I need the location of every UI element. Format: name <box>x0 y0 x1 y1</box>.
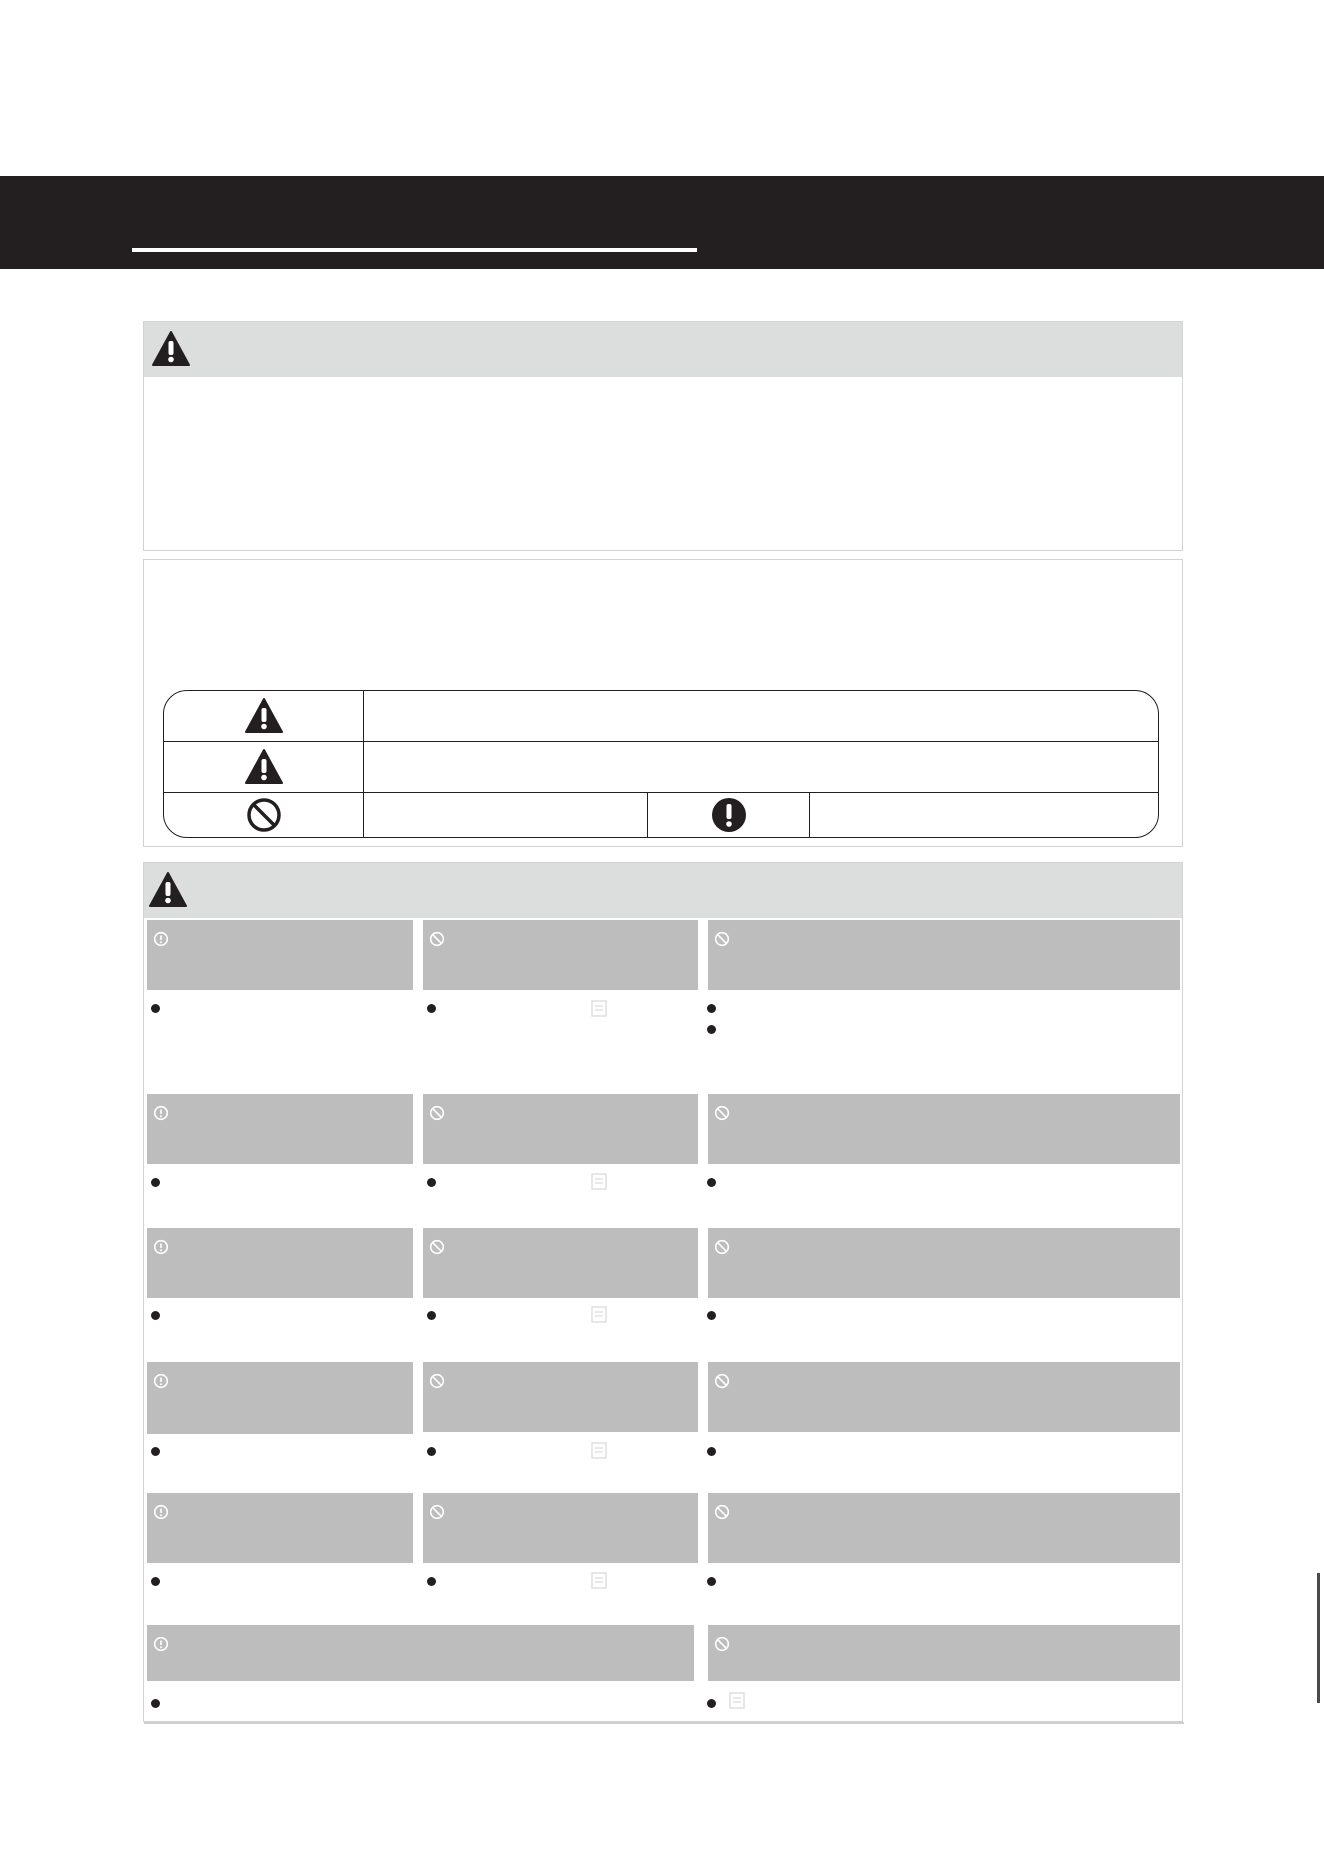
prohibited-small-icon <box>714 1504 730 1520</box>
caution-small-icon <box>153 1373 169 1389</box>
placeholder-glyph <box>728 1690 746 1710</box>
list-bullet <box>427 1311 436 1320</box>
prohibited-small-icon <box>429 1239 445 1255</box>
bottom-rule <box>144 1722 1184 1724</box>
precaution-cell-header <box>147 1094 413 1164</box>
page-edge-mark <box>1317 1573 1320 1703</box>
warning-triangle-icon <box>244 697 284 735</box>
caution-small-icon <box>153 1105 169 1121</box>
precaution-cell-header <box>147 1493 413 1563</box>
list-bullet <box>427 1447 436 1456</box>
precaution-cell-header <box>708 1362 1180 1432</box>
prohibited-small-icon <box>429 1105 445 1121</box>
caution-triangle-icon <box>244 748 284 786</box>
list-bullet <box>151 1311 160 1320</box>
list-bullet <box>707 1447 716 1456</box>
list-bullet <box>151 1447 160 1456</box>
legend-caution-text <box>364 742 1158 793</box>
prohibited-small-icon <box>714 931 730 947</box>
precaution-cell-header <box>147 1228 413 1298</box>
list-bullet <box>707 1311 716 1320</box>
list-bullet <box>151 1004 160 1013</box>
caution-small-icon <box>153 1239 169 1255</box>
placeholder-glyph <box>590 1570 608 1590</box>
precaution-cell-header <box>708 1228 1180 1298</box>
prohibited-small-icon <box>714 1239 730 1255</box>
precaution-cell-header <box>147 920 413 990</box>
prohibited-small-icon <box>429 1373 445 1389</box>
legend-warning-cell <box>164 691 364 742</box>
prohibited-icon <box>246 797 282 833</box>
prohibited-small-icon <box>429 1504 445 1520</box>
list-bullet <box>707 1025 716 1034</box>
warning-triangle-icon <box>148 871 188 909</box>
precautions-panel-header <box>144 863 1182 918</box>
list-bullet <box>707 1577 716 1586</box>
precaution-cell-header <box>423 1094 698 1164</box>
caution-small-icon <box>153 1636 169 1652</box>
caution-small-icon <box>153 1504 169 1520</box>
warning-triangle-icon <box>151 330 191 368</box>
list-bullet <box>707 1004 716 1013</box>
warning-panel-top <box>143 321 1183 551</box>
precaution-cell-header <box>708 1625 1180 1681</box>
precaution-cell-header <box>423 1493 698 1563</box>
caution-small-icon <box>153 931 169 947</box>
precaution-cell-header <box>708 920 1180 990</box>
legend-caution-cell <box>164 742 364 793</box>
list-bullet <box>151 1178 160 1187</box>
legend-prohibited-text <box>364 793 648 837</box>
header-band <box>0 176 1324 269</box>
precaution-cell-header <box>423 1228 698 1298</box>
list-bullet <box>427 1178 436 1187</box>
placeholder-glyph <box>590 1304 608 1324</box>
precaution-cell-header <box>147 1362 413 1434</box>
legend-mandatory-cell <box>648 793 810 837</box>
prohibited-small-icon <box>714 1636 730 1652</box>
placeholder-glyph <box>590 998 608 1018</box>
list-bullet <box>707 1178 716 1187</box>
placeholder-glyph <box>590 1440 608 1460</box>
precaution-cell-header <box>423 1362 698 1432</box>
list-bullet <box>151 1577 160 1586</box>
prohibited-small-icon <box>714 1373 730 1389</box>
legend-warning-text <box>364 691 1158 742</box>
list-bullet <box>707 1699 716 1708</box>
precaution-cell-header <box>708 1094 1180 1164</box>
header-underline <box>132 248 697 252</box>
list-bullet <box>427 1577 436 1586</box>
symbol-legend-table <box>163 690 1159 838</box>
list-bullet <box>151 1699 160 1708</box>
legend-mandatory-text <box>810 793 1158 837</box>
warning-panel-top-header <box>144 322 1182 377</box>
placeholder-glyph <box>590 1171 608 1191</box>
prohibited-small-icon <box>429 931 445 947</box>
legend-prohibited-cell <box>164 793 364 837</box>
precaution-cell-header <box>708 1493 1180 1563</box>
prohibited-small-icon <box>714 1105 730 1121</box>
list-bullet <box>427 1004 436 1013</box>
precaution-cell-header <box>147 1625 694 1681</box>
precaution-cell-header <box>423 920 698 990</box>
mandatory-icon <box>710 796 748 834</box>
